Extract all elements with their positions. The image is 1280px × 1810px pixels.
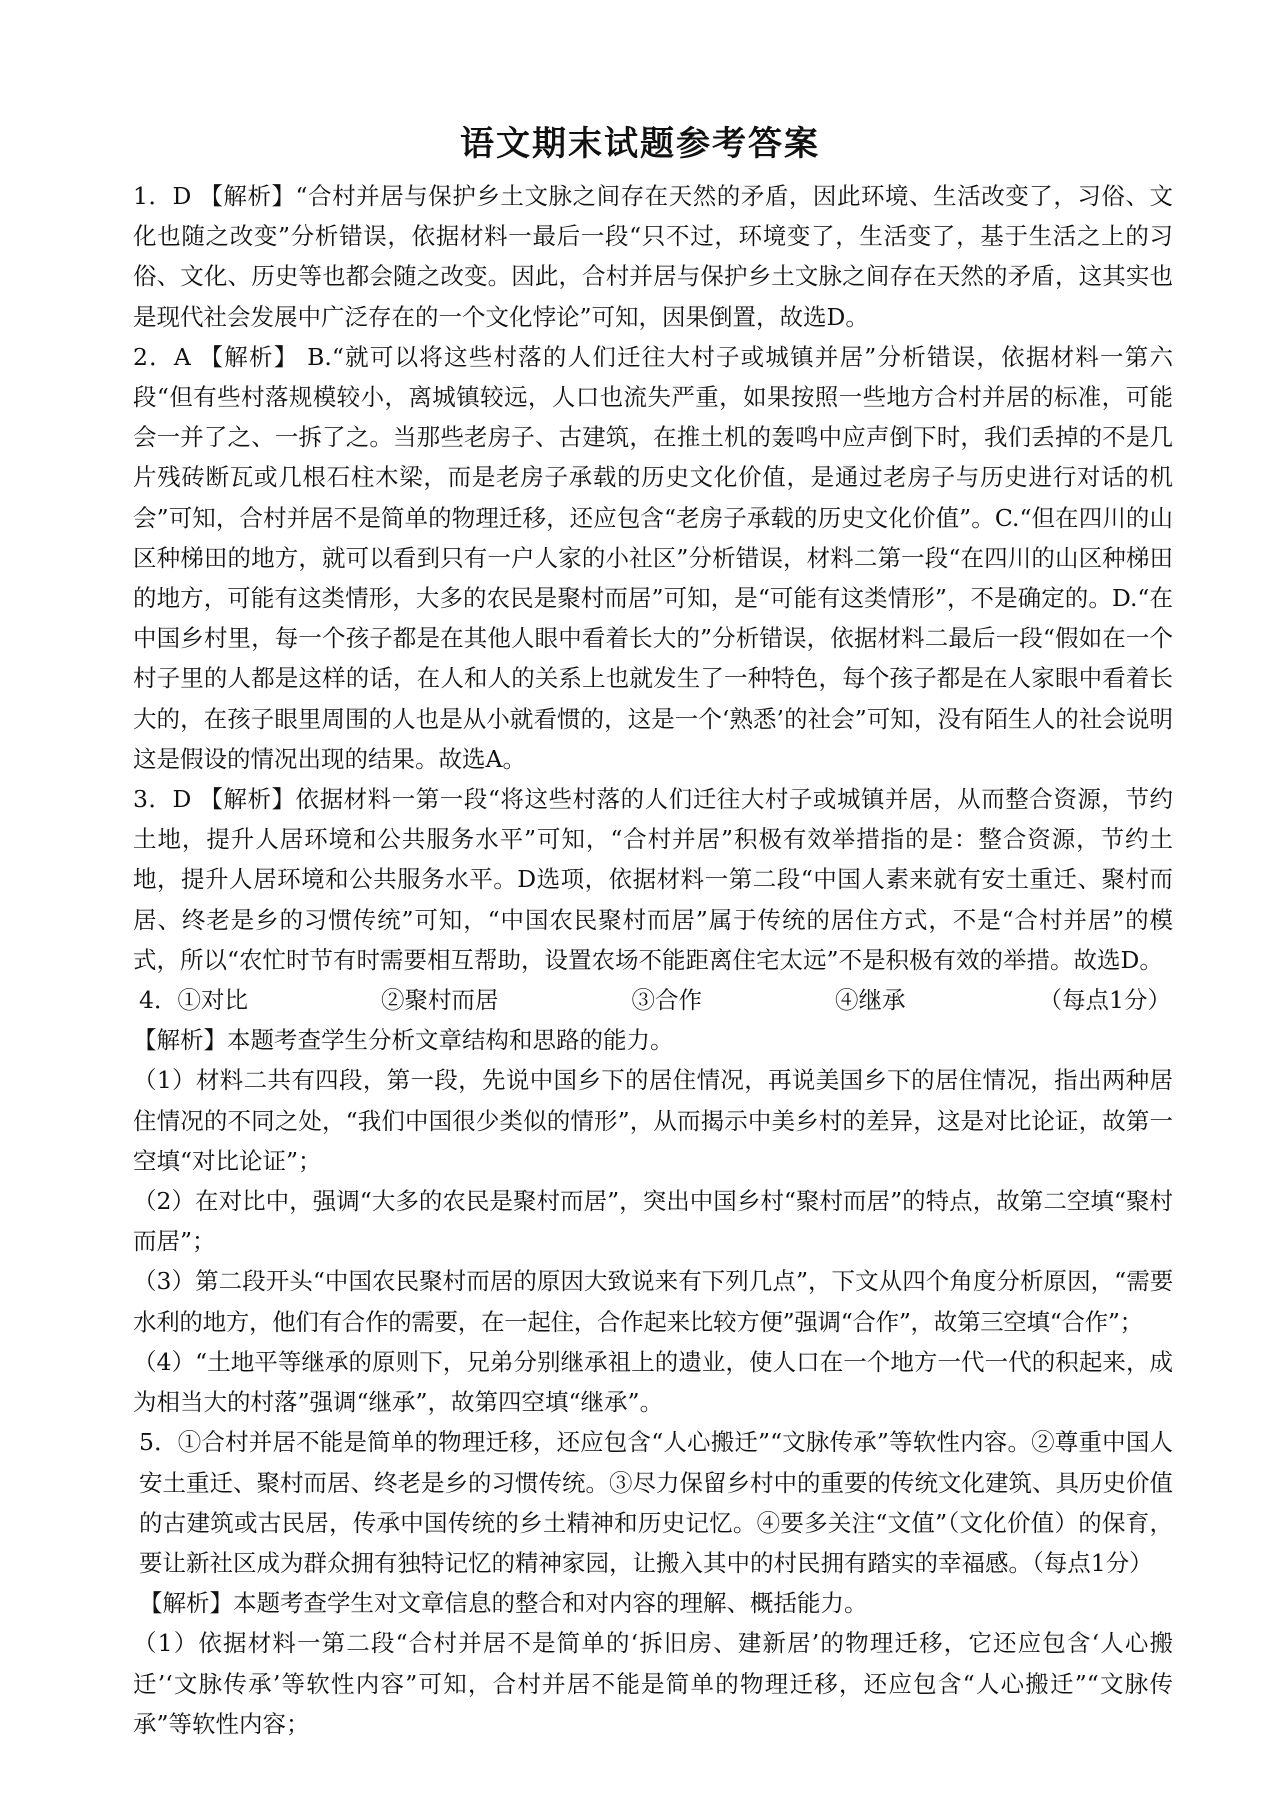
answer-q2: 2．A 【解析】 B.“就可以将这些村落的人们迁往大村子或城镇并居”分析错误，依据材料一第六段“但有些村落规模较小，离城镇较远，人口也流失严重，如果按照一些地方合村并居的标准，可能会一并了之、一拆了之。当那些老房子、古建筑，在推土机的轰鸣中应声倒下时，我们丢掉的不是几片残砖断瓦或几根石柱木梁，而是老房子承载的历史文化价值，是通过老房子与历史进行对话的机会”可知，合村并居不是简单的物理迁移，还应包含“老房子承载的历史文化价值”。C.“但在四川的山区种梯田的地方，就可以看到只有一户人家的小社区”分析错误，材料二第一段“在四川的山区种梯田的地方，可能有这类情形，大多的农民是聚村而居”可知，是“可能有这类情形”，不是确定的。D.“在中国乡村里，每一个孩子都是在其他人眼中看着长大的”分析错误，依据材料二最后一段“假如在一个村子里的人都是这样的话，在人和人的关系上也就发生了一种特色，每个孩子都是在人家眼中看着长大的，在孩子眼里周围的人也是从小就看惯的，这是一个‘熟悉’的社会”可知，没有陌生人的社会说明这是假设的情况出现的结果。故选A。 [133, 342, 1173, 773]
q4-item-1: 4．①对比 [139, 986, 248, 1015]
q4-item-3: ③合作 [631, 986, 702, 1015]
q4-point-1: （1）材料二共有四段，第一段，先说中国乡下的居住情况，再说美国乡下的居住情况，指出两种居住情况的不同之处，“我们中国很少类似的情形”，从而揭示中美乡村的差异，这是对比论证，故第一空填“对比论证”； [133, 1066, 1173, 1175]
page-title: 语文期末试题参考答案 [460, 124, 820, 164]
q4-point-4: （4）“土地平等继承的原则下，兄弟分别继承祖上的遗业，使人口在一个地方一代一代的积起来，成为相当大的村落”强调“继承”，故第四空填“继承”。 [133, 1347, 1173, 1417]
q4-score-note: （每点1分） [1038, 986, 1171, 1015]
answer-q5: 5．①合村并居不能是简单的物理迁移，还应包含“人心搬迁”“文脉传承”等软性内容。②尊重中国人安土重迁、聚村而居、终老是乡的习惯传统。③尽力保留乡村中的重要的传统文化建筑、具历史价值的古建筑或古民居，传承中国传统的乡土精神和历史记忆。④要多关注“文值”（文化价值）的保育，要让新社区成为群众拥有独特记忆的精神家园，让搬入其中的村民拥有踏实的幸福感。（每点1分） [139, 1428, 1173, 1577]
q4-point-3: （3）第二段开头“中国农民聚村而居的原因大致说来有下列几点”，下文从四个角度分析原因，“需要水利的地方，他们有合作的需要，在一起住，合作起来比较方便”强调“合作”，故第三空填“合作”； [133, 1267, 1173, 1336]
q4-item-4: ④继承 [835, 986, 906, 1015]
q5-analysis: 【解析】本题考查学生对文章信息的整合和对内容的理解、概括能力。 [139, 1589, 868, 1618]
q5-point-1: （1）依据材料一第二段“合村并居不是简单的‘拆旧房、建新居’的物理迁移，它还应包含‘人心搬迁’‘文脉传承’等软性内容”可知，合村并居不能是简单的物理迁移，还应包含“人心搬迁”“文脉传承”等软性内容； [133, 1629, 1173, 1738]
q4-analysis: 【解析】本题考查学生分析文章结构和思路的能力。 [133, 1026, 674, 1055]
answer-q3: 3．D 【解析】依据材料一第一段“将这些村落的人们迁往大村子或城镇并居，从而整合资源，节约土地，提升人居环境和公共服务水平”可知，“合村并居”积极有效举措指的是：整合资源，节约土地，提升人居环境和公共服务水平。D选项，依据材料一第二段“中国人素来就有安土重迁、聚村而居、终老是乡的习惯传统”可知，“中国农民聚村而居”属于传统的居住方式，不是“合村并居”的模式，所以“农忙时节有时需要相互帮助，设置农场不能距离住宅太远”不是积极有效的举措。故选D。 [133, 785, 1173, 974]
q4-item-2: ②聚村而居 [380, 986, 499, 1015]
answer-q1: 1．D 【解析】“合村并居与保护乡土文脉之间存在天然的矛盾，因此环境、生活改变了，习俗、文化也随之改变”分析错误，依据材料一最后一段“只不过，环境变了，生活变了，基于生活之上的习俗、文化、历史等也都会随之改变。因此，合村并居与保护乡土文脉之间存在天然的矛盾，这其实也是现代社会发展中广泛存在的一个文化悖论”可知，因果倒置，故选D。 [133, 182, 1173, 331]
q4-point-2: （2）在对比中，强调“大多的农民是聚村而居”，突出中国乡村“聚村而居”的特点，故第二空填“聚村而居”； [133, 1187, 1173, 1256]
answer-body [133, 176, 1173, 1744]
answer-q4-items [133, 980, 1173, 1020]
